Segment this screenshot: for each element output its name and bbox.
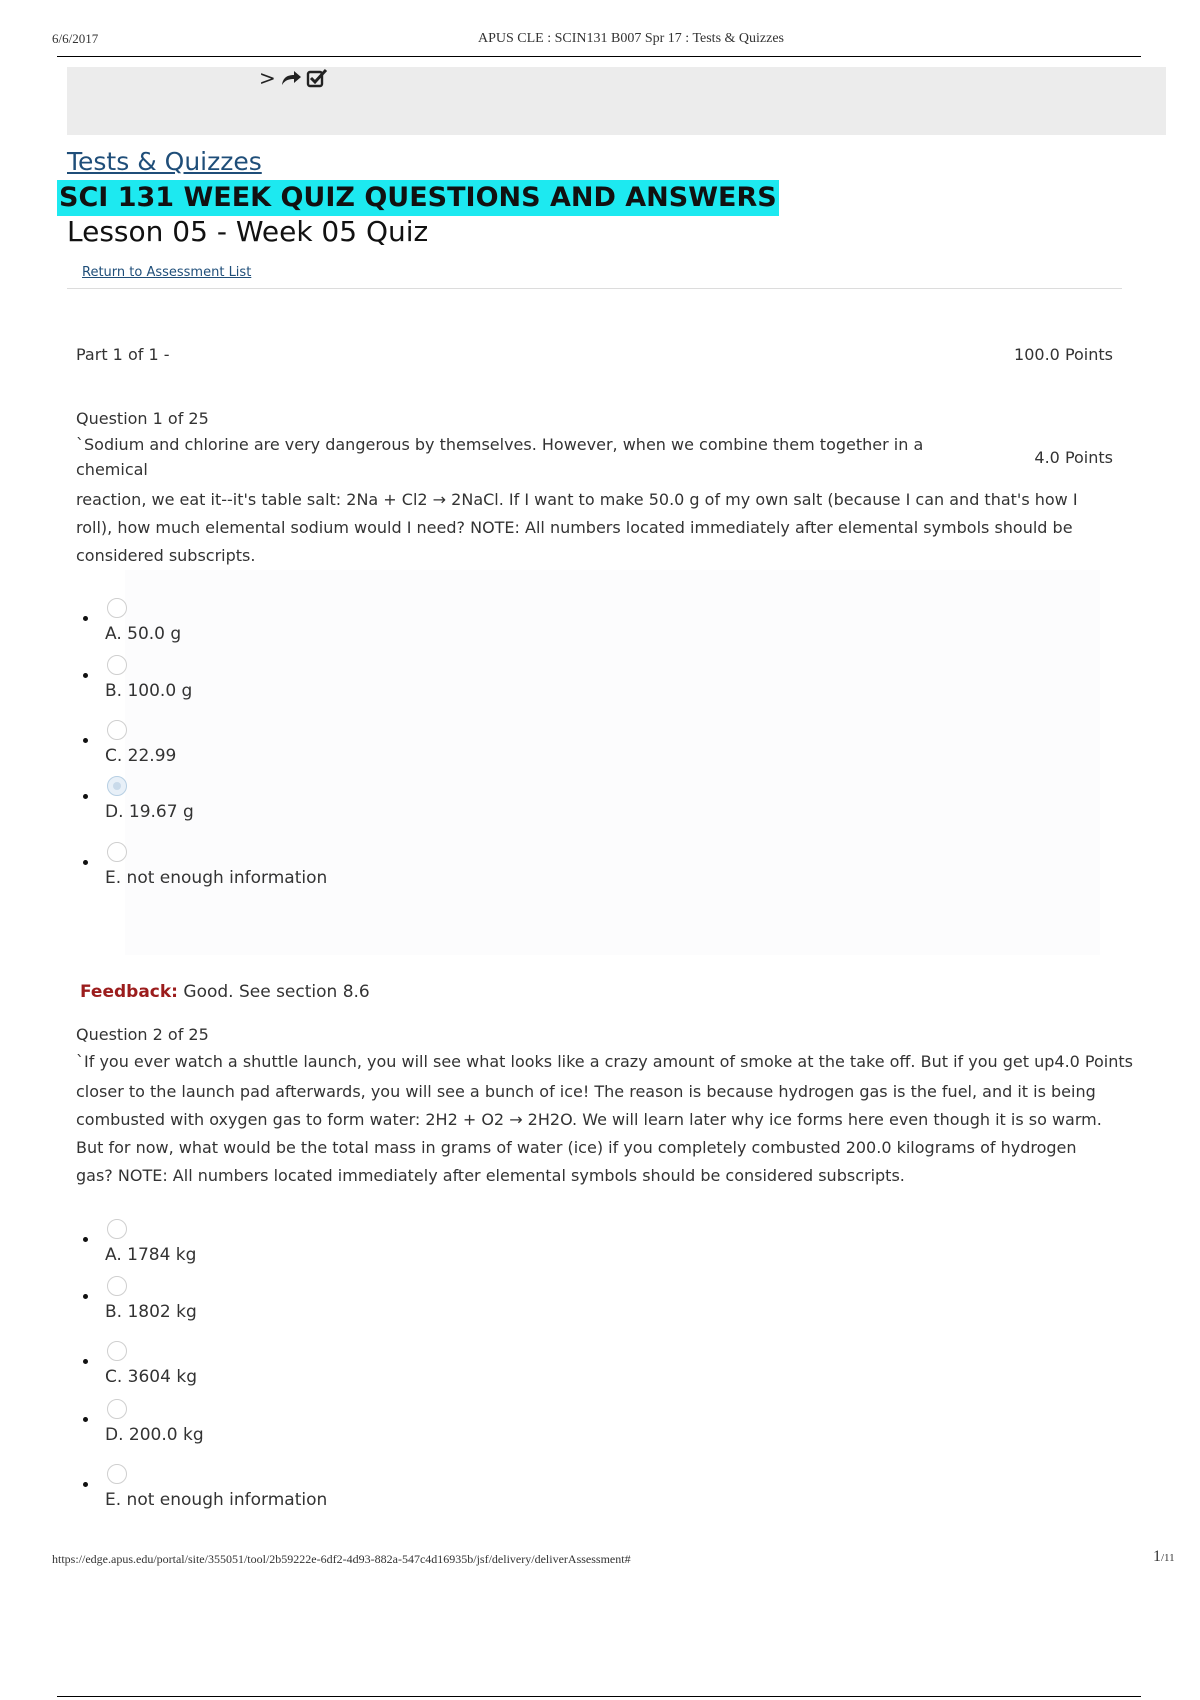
quiz-title: Lesson 05 - Week 05 Quiz: [67, 215, 429, 248]
chevron-right-icon[interactable]: >: [259, 66, 276, 90]
checkbox-icon[interactable]: [306, 68, 328, 88]
question-1-option-e[interactable]: [80, 842, 580, 902]
question-2-text-start: `If you ever watch a shuttle launch, you will see what looks like a crazy amount of smoke at the take off. But if you get up: [76, 1052, 1055, 1071]
option-label: E. not enough information: [105, 868, 328, 888]
question-2-option-d[interactable]: [80, 1399, 580, 1459]
print-header-title: APUS CLE : SCIN131 B007 Spr 17 : Tests & Quizzes: [478, 31, 784, 46]
bullet: [83, 1417, 88, 1422]
question-1-option-a[interactable]: [80, 598, 580, 658]
question-2-option-a[interactable]: [80, 1219, 580, 1279]
question-2-option-c[interactable]: [80, 1341, 580, 1401]
radio-button-selected[interactable]: [107, 776, 127, 796]
radio-button[interactable]: [107, 1276, 127, 1296]
part-label: Part 1 of 1 -: [76, 345, 170, 364]
page-number: [1153, 1548, 1175, 1566]
toolbar: [67, 67, 1166, 135]
option-label: E. not enough information: [105, 1490, 328, 1510]
feedback-text: Good. See section 8.6: [183, 982, 370, 1002]
footer-rule: [57, 1696, 1141, 1697]
question-2-option-e[interactable]: [80, 1464, 580, 1524]
radio-button[interactable]: [107, 655, 127, 675]
option-label: C. 3604 kg: [105, 1367, 197, 1387]
option-label: B. 100.0 g: [105, 681, 193, 701]
option-label: A. 50.0 g: [105, 624, 182, 644]
question-2-label: Question 2 of 25: [76, 1025, 209, 1044]
option-label: D. 200.0 kg: [105, 1425, 204, 1445]
bullet: [83, 738, 88, 743]
question-1-text-line2: chemical: [76, 460, 148, 479]
bullet: [83, 1482, 88, 1487]
question-1-option-b[interactable]: [80, 655, 580, 715]
question-1-option-c[interactable]: [80, 720, 580, 780]
option-label: C. 22.99: [105, 746, 177, 766]
radio-button[interactable]: [107, 842, 127, 862]
feedback-label: Feedback:: [80, 982, 178, 1002]
bullet: [83, 1237, 88, 1242]
forward-arrow-icon[interactable]: [280, 69, 302, 87]
radio-button[interactable]: [107, 598, 127, 618]
header-rule: [57, 56, 1141, 57]
bullet: [83, 673, 88, 678]
radio-button[interactable]: [107, 1341, 127, 1361]
option-label: B. 1802 kg: [105, 1302, 197, 1322]
question-2-text: closer to the launch pad afterwards, you will see a bunch of ice! The reason is because hydrogen gas is the fuel, and it is being combusted with oxygen gas to form water: 2H2 + O2 → 2H2O. We will learn later why ice forms here even though it is so warm. But for now, what would be the total mass in grams of water (ice) if you completely combusted 200.0 kilograms of hydrogen gas? NOTE: All numbers located immediately after elemental symbols should be considered subscripts.: [76, 1082, 1102, 1185]
radio-button[interactable]: [107, 1464, 127, 1484]
question-1-points: 4.0 Points: [1034, 448, 1113, 467]
divider: [67, 288, 1122, 289]
question-1-feedback: [80, 982, 370, 1002]
highlighted-title: SCI 131 WEEK QUIZ QUESTIONS AND ANSWERS: [57, 180, 779, 216]
page-total: /11: [1161, 1552, 1175, 1564]
return-to-assessment-list-link[interactable]: Return to Assessment List: [82, 265, 252, 280]
question-2-text-first-line: [76, 1050, 1133, 1074]
bullet: [83, 860, 88, 865]
question-1-text: reaction, we eat it--it's table salt: 2Na + Cl2 → 2NaCl. If I want to make 50.0 g of my own salt (because I can and that's how I roll), how much elemental sodium would I need? NOTE: All numbers located immediately after elemental symbols should be considered subscripts.: [76, 490, 1078, 565]
bullet: [83, 616, 88, 621]
part-points: 100.0 Points: [1014, 345, 1113, 364]
print-date: 6/6/2017: [52, 31, 99, 46]
toolbar-icons: [259, 67, 328, 89]
radio-button[interactable]: [107, 1219, 127, 1239]
question-1-option-d[interactable]: [80, 776, 580, 836]
option-label: A. 1784 kg: [105, 1245, 197, 1265]
option-label: D. 19.67 g: [105, 802, 194, 822]
radio-button[interactable]: [107, 1399, 127, 1419]
question-1-text-line1: `Sodium and chlorine are very dangerous by themselves. However, when we combine them together in a: [76, 435, 924, 454]
question-2-option-b[interactable]: [80, 1276, 580, 1336]
bullet: [83, 794, 88, 799]
page-current: 1: [1153, 1548, 1161, 1565]
print-footer-url: https://edge.apus.edu/portal/site/355051/tool/2b59222e-6df2-4d93-882a-547c4d16935b/jsf/delivery/deliverAssessment#: [52, 1552, 631, 1566]
question-2-points: 4.0 Points: [1054, 1052, 1133, 1071]
breadcrumb-tests-quizzes[interactable]: Tests & Quizzes: [67, 147, 262, 176]
bullet: [83, 1359, 88, 1364]
question-1-label: Question 1 of 25: [76, 409, 209, 428]
radio-button[interactable]: [107, 720, 127, 740]
bullet: [83, 1294, 88, 1299]
